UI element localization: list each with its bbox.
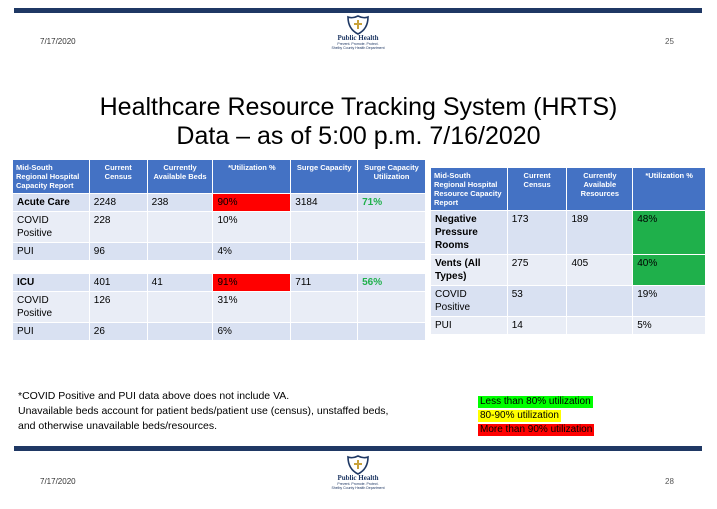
slide-date: 7/17/2020 bbox=[40, 37, 76, 46]
logo-title: Public Health bbox=[337, 34, 379, 42]
census-cell: 228 bbox=[89, 212, 147, 243]
column-header: *Utilization % bbox=[213, 160, 291, 194]
column-header: Surge Capacity bbox=[291, 160, 358, 194]
surge-utilization-cell: 56% bbox=[358, 274, 426, 292]
table-row bbox=[13, 243, 426, 261]
census-cell: 96 bbox=[89, 243, 147, 261]
table-row bbox=[13, 292, 426, 323]
table-row bbox=[13, 194, 426, 212]
surge-utilization-cell: 71% bbox=[358, 194, 426, 212]
footnote-line: and otherwise unavailable beds/resources. bbox=[18, 420, 218, 432]
surge-cell: 3184 bbox=[291, 194, 358, 212]
row-label: COVID Positive bbox=[13, 212, 90, 243]
bottom-rule bbox=[14, 446, 702, 451]
available-cell: 41 bbox=[147, 274, 213, 292]
table-row bbox=[431, 317, 706, 335]
footnote-line: *COVID Positive and PUI data above does not include VA. bbox=[18, 390, 290, 402]
footnote-line: Unavailable beds account for patient beds/patient use (census), unstaffed beds, bbox=[18, 405, 389, 417]
available-cell bbox=[147, 292, 213, 323]
utilization-cell: 48% bbox=[633, 211, 706, 255]
surge-utilization-cell bbox=[358, 323, 426, 341]
surge-utilization-cell bbox=[358, 212, 426, 243]
census-cell: 2248 bbox=[89, 194, 147, 212]
census-cell: 173 bbox=[507, 211, 567, 255]
row-label: COVID Positive bbox=[431, 286, 508, 317]
footnote bbox=[18, 389, 388, 434]
utilization-cell: 6% bbox=[213, 323, 291, 341]
column-header: Mid-South Regional Hospital Resource Capacity Report bbox=[431, 168, 508, 211]
row-label: PUI bbox=[13, 243, 90, 261]
available-cell bbox=[147, 212, 213, 243]
column-header: Current Census bbox=[507, 168, 567, 211]
table-row bbox=[431, 255, 706, 286]
census-cell: 26 bbox=[89, 323, 147, 341]
available-cell bbox=[147, 243, 213, 261]
page-number: 25 bbox=[665, 37, 674, 46]
utilization-cell: 5% bbox=[633, 317, 706, 335]
surge-cell bbox=[291, 243, 358, 261]
shield-icon bbox=[347, 15, 369, 35]
census-cell: 126 bbox=[89, 292, 147, 323]
logo-title: Public Health bbox=[337, 474, 379, 482]
column-header: Mid-South Regional Hospital Capacity Report bbox=[13, 160, 90, 194]
column-header: *Utilization % bbox=[633, 168, 706, 211]
top-rule bbox=[14, 8, 702, 13]
column-header: Surge Capacity Utilization bbox=[358, 160, 426, 194]
legend-green: Less than 80% utilization bbox=[480, 396, 591, 407]
surge-cell bbox=[291, 323, 358, 341]
census-cell: 14 bbox=[507, 317, 567, 335]
utilization-cell: 10% bbox=[213, 212, 291, 243]
census-cell: 275 bbox=[507, 255, 567, 286]
row-label: Acute Care bbox=[13, 194, 90, 212]
logo-department: Shelby County Health Department bbox=[331, 46, 385, 50]
row-label: PUI bbox=[431, 317, 508, 335]
row-label: Vents (All Types) bbox=[431, 255, 508, 286]
table-row bbox=[13, 212, 426, 243]
utilization-cell: 40% bbox=[633, 255, 706, 286]
available-cell: 405 bbox=[567, 255, 633, 286]
row-label: PUI bbox=[13, 323, 90, 341]
page-title bbox=[0, 93, 717, 151]
spacer-row bbox=[13, 261, 426, 274]
logo-department: Shelby County Health Department bbox=[331, 486, 385, 490]
slide-date: 7/17/2020 bbox=[40, 477, 76, 486]
utilization-cell: 31% bbox=[213, 292, 291, 323]
title-line-2: Data – as of 5:00 p.m. 7/16/2020 bbox=[176, 122, 541, 150]
legend-red: More than 90% utilization bbox=[480, 424, 593, 435]
available-cell bbox=[147, 323, 213, 341]
available-cell bbox=[567, 286, 633, 317]
resource-capacity-table bbox=[430, 167, 706, 335]
census-cell: 401 bbox=[89, 274, 147, 292]
surge-utilization-cell bbox=[358, 243, 426, 261]
table-header-row bbox=[431, 168, 706, 211]
health-department-logo bbox=[313, 455, 403, 490]
utilization-cell: 90% bbox=[213, 194, 291, 212]
legend-yellow: 80-90% utilization bbox=[480, 410, 559, 421]
utilization-cell: 4% bbox=[213, 243, 291, 261]
available-cell: 189 bbox=[567, 211, 633, 255]
utilization-cell: 91% bbox=[213, 274, 291, 292]
utilization-cell: 19% bbox=[633, 286, 706, 317]
page-number: 28 bbox=[665, 477, 674, 486]
health-department-logo bbox=[313, 15, 403, 50]
title-line-1: Healthcare Resource Tracking System (HRTS) bbox=[99, 93, 618, 121]
table-row bbox=[13, 274, 426, 292]
table-row bbox=[13, 323, 426, 341]
row-label: ICU bbox=[13, 274, 90, 292]
available-cell: 238 bbox=[147, 194, 213, 212]
row-label: Negative Pressure Rooms bbox=[431, 211, 508, 255]
logo-tagline: Prevent. Promote. Protect. bbox=[337, 482, 379, 486]
surge-cell bbox=[291, 292, 358, 323]
shield-icon bbox=[347, 455, 369, 475]
table-row bbox=[431, 286, 706, 317]
column-header: Currently Available Resources bbox=[567, 168, 633, 211]
available-cell bbox=[567, 317, 633, 335]
column-header: Current Census bbox=[89, 160, 147, 194]
surge-cell bbox=[291, 212, 358, 243]
row-label: COVID Positive bbox=[13, 292, 90, 323]
column-header: Currently Available Beds bbox=[147, 160, 213, 194]
surge-utilization-cell bbox=[358, 292, 426, 323]
surge-cell: 711 bbox=[291, 274, 358, 292]
logo-tagline: Prevent. Promote. Protect. bbox=[337, 42, 379, 46]
table-header-row bbox=[13, 160, 426, 194]
hospital-capacity-table bbox=[12, 159, 426, 341]
table-row bbox=[431, 211, 706, 255]
census-cell: 53 bbox=[507, 286, 567, 317]
